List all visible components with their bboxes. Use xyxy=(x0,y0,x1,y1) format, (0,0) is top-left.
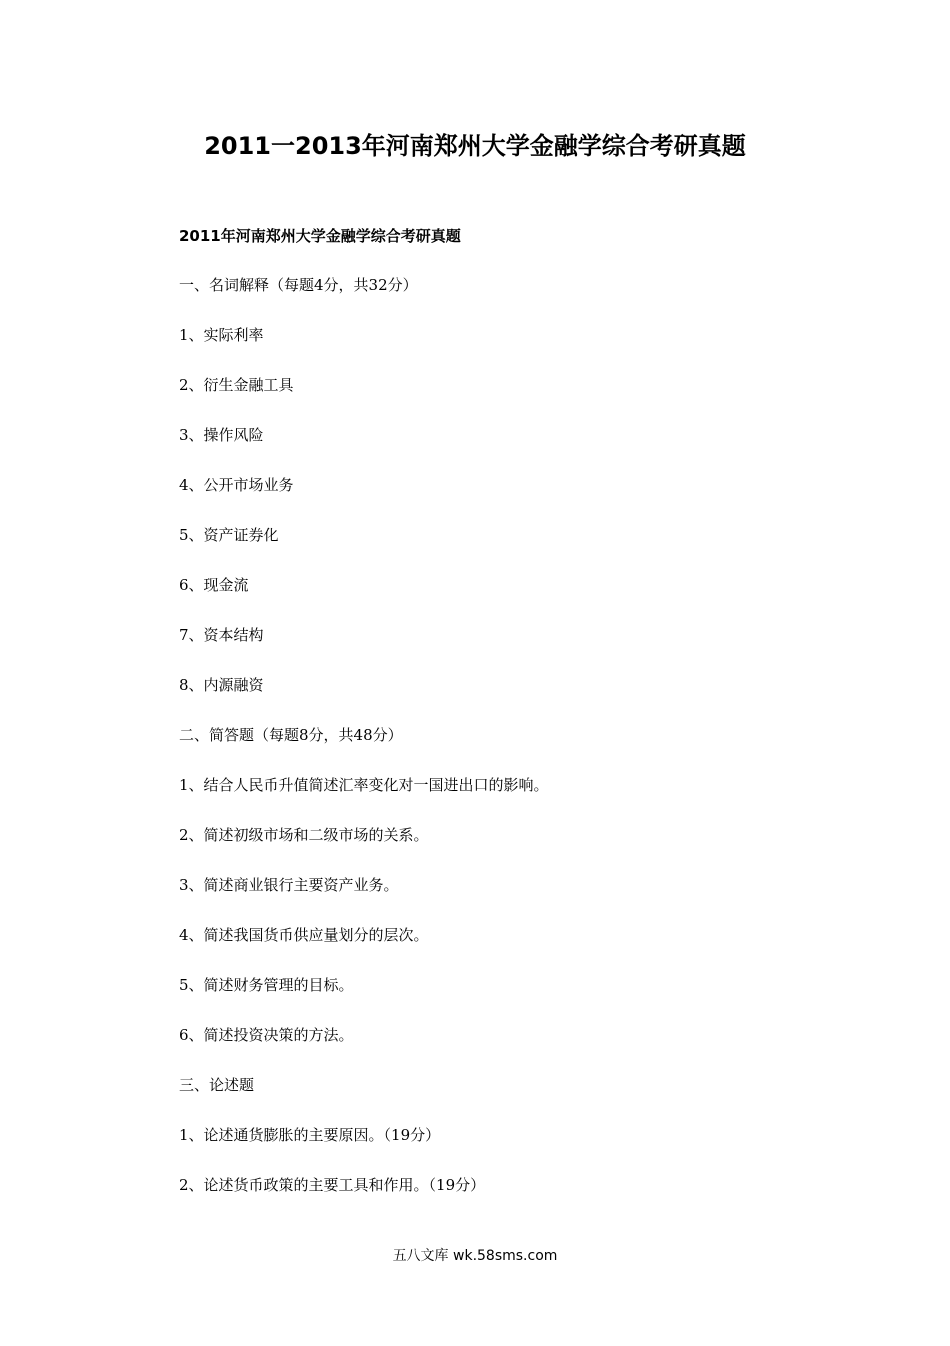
question-item: 1、论述通货膨胀的主要原因。（19分） xyxy=(179,1126,441,1144)
question-item: 6、现金流 xyxy=(179,576,249,594)
question-item: 3、简述商业银行主要资产业务。 xyxy=(179,876,399,894)
question-item: 1、结合人民币升值简述汇率变化对一国进出口的影响。 xyxy=(179,776,549,794)
question-item: 7、资本结构 xyxy=(179,626,264,644)
page-footer: 五八文库 wk.58sms.com xyxy=(392,1248,558,1264)
section-heading-short-answer: 二、简答题（每题8分，共48分） xyxy=(179,726,403,744)
question-item: 4、简述我国货币供应量划分的层次。 xyxy=(179,926,429,944)
question-item: 2、衍生金融工具 xyxy=(179,376,294,394)
question-item: 5、简述财务管理的目标。 xyxy=(179,976,354,994)
question-item: 3、操作风险 xyxy=(179,426,264,444)
section-heading-definitions: 一、名词解释（每题4分，共32分） xyxy=(179,276,418,294)
document-title: 2011一2013年河南郑州大学金融学综合考研真题 xyxy=(204,132,746,160)
section-heading-essay: 三、论述题 xyxy=(179,1076,255,1094)
question-item: 5、资产证券化 xyxy=(179,526,279,544)
question-item: 2、论述货币政策的主要工具和作用。（19分） xyxy=(179,1176,486,1194)
question-item: 6、简述投资决策的方法。 xyxy=(179,1026,354,1044)
question-item: 8、内源融资 xyxy=(179,676,264,694)
question-item: 2、简述初级市场和二级市场的关系。 xyxy=(179,826,429,844)
question-item: 1、实际利率 xyxy=(179,326,264,344)
question-item: 4、公开市场业务 xyxy=(179,476,294,494)
section-subtitle: 2011年河南郑州大学金融学综合考研真题 xyxy=(179,227,461,245)
